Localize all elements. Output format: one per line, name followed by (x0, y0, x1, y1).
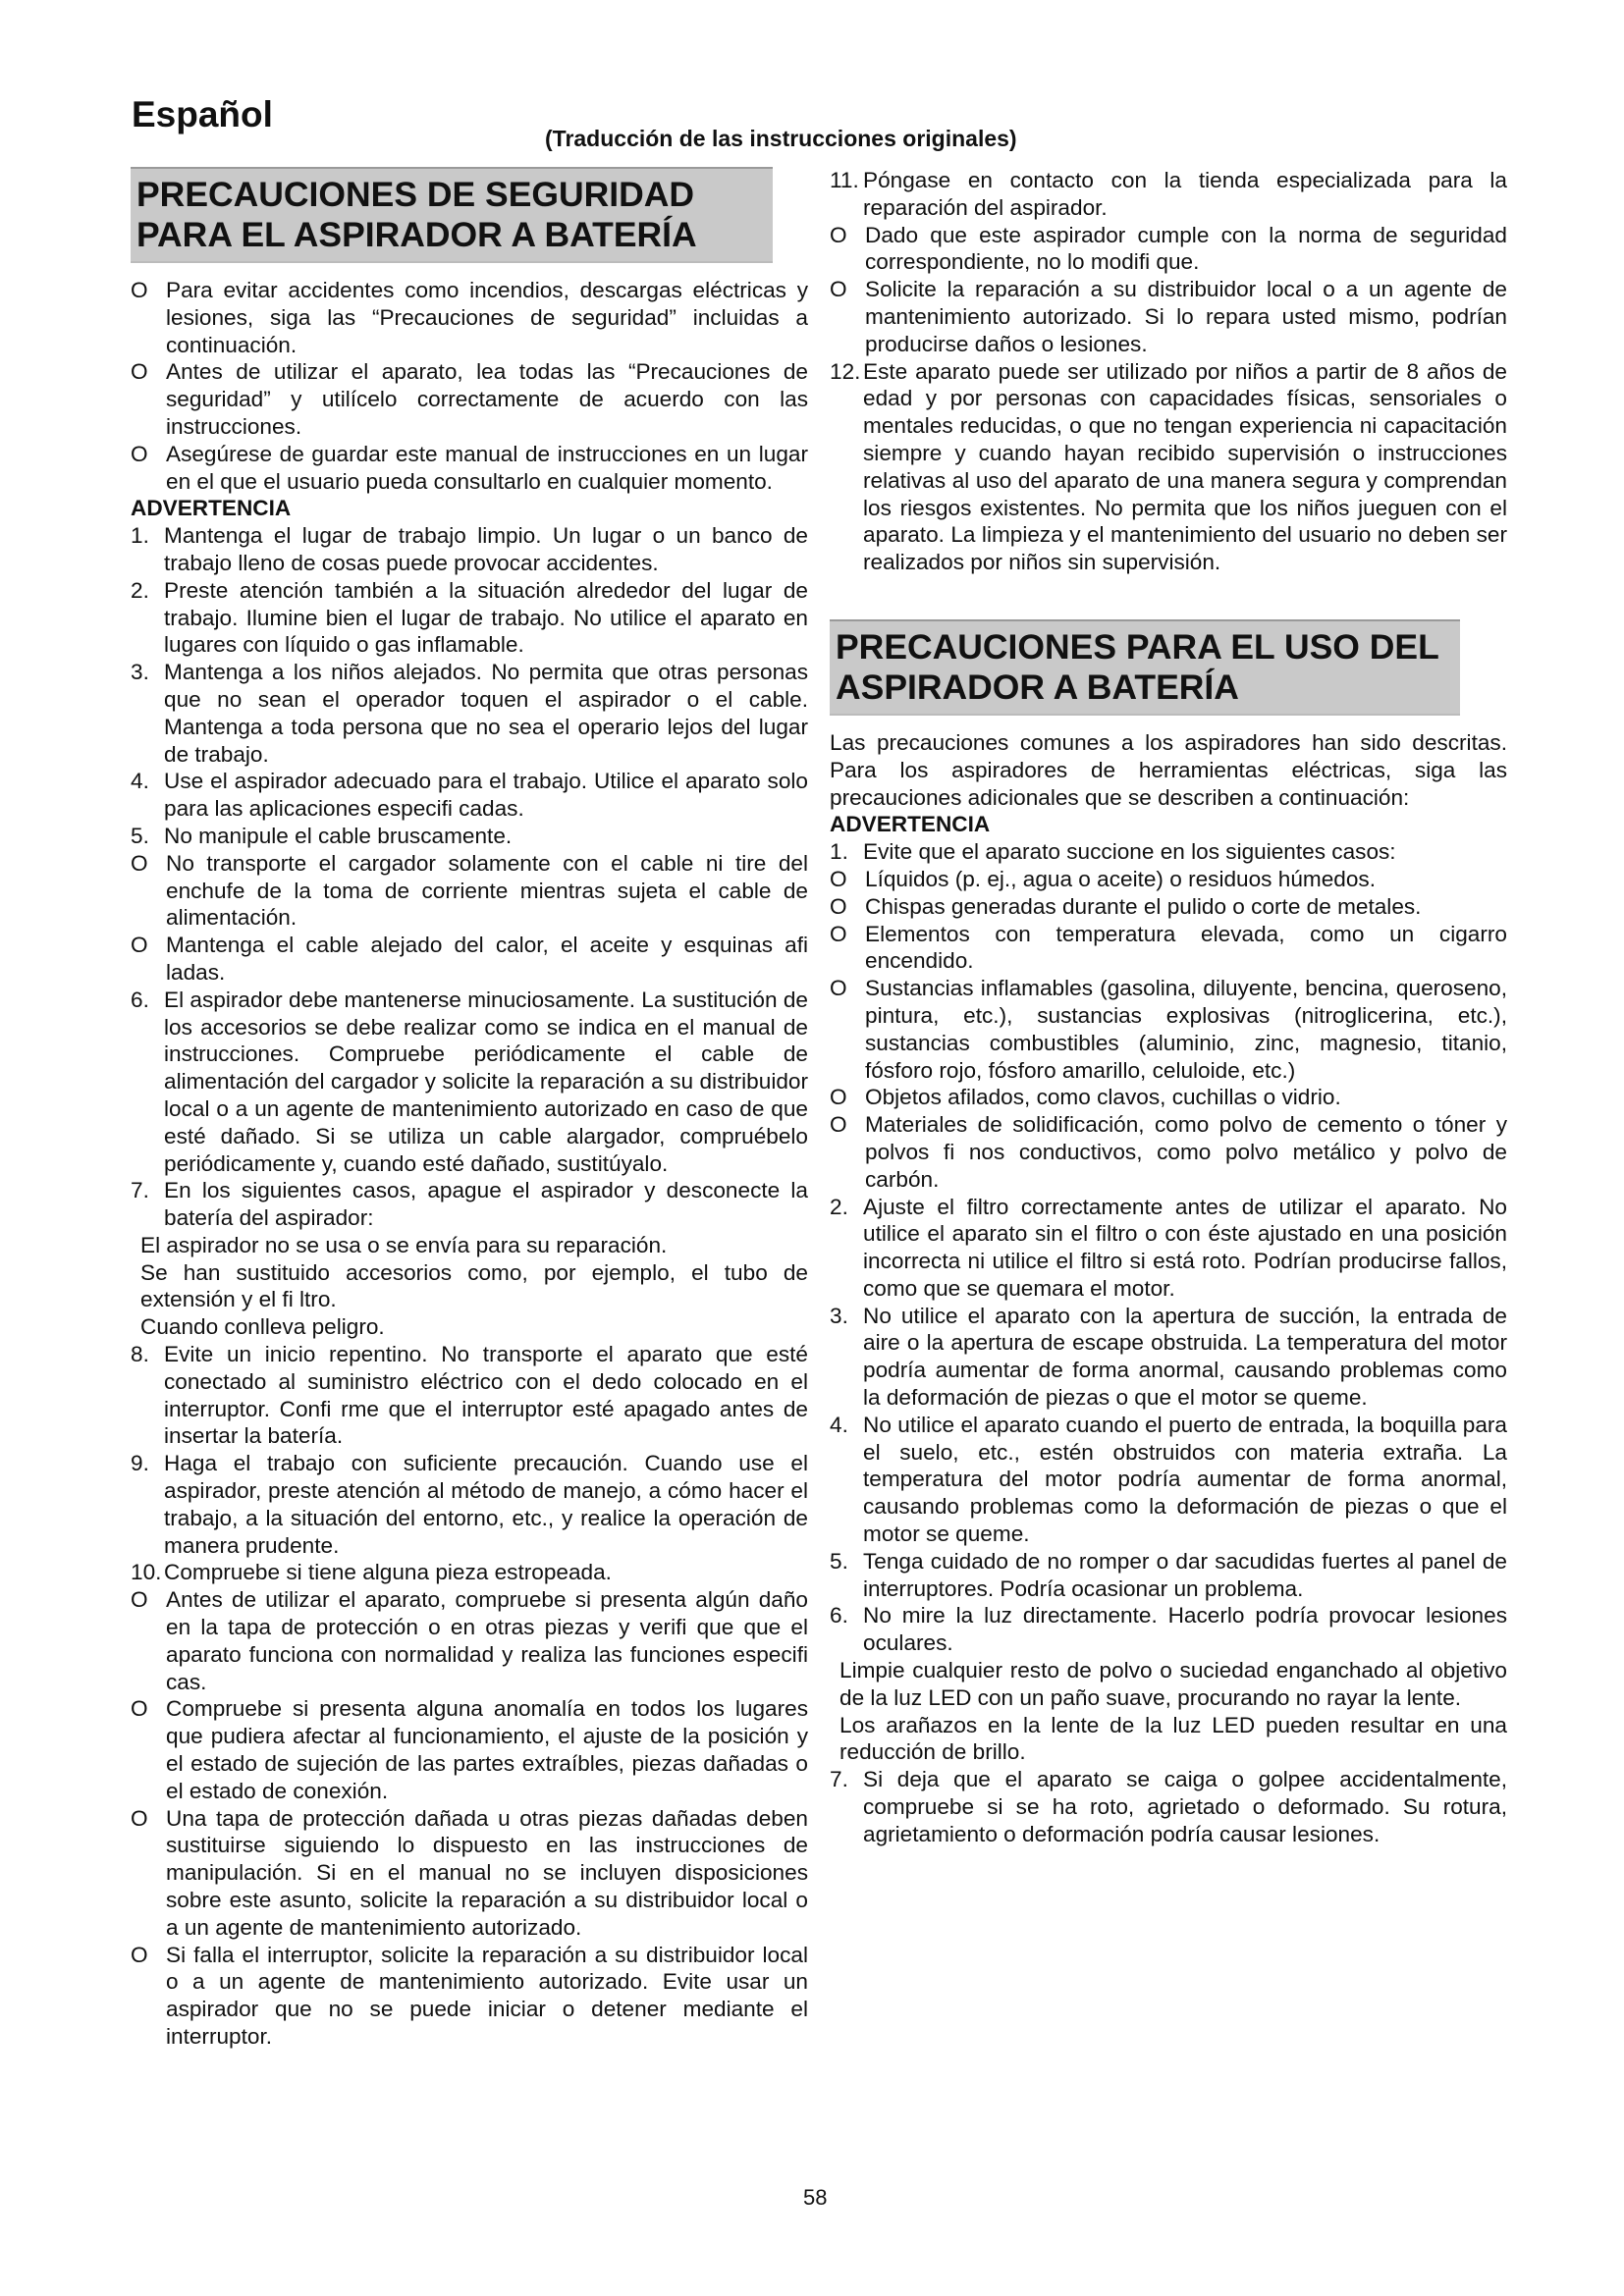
list-marker (131, 1232, 140, 1259)
list-marker: O (131, 1805, 148, 1831)
list-text: Sustancias inflamables (gasolina, diluyente, bencina, queroseno, pintura, etc.), sustancias explosivas (nitroglicerina, etc.), sustancias combustibles (aluminio, zinc, magnesio, titanio, fósforo rojo, fósforo amarillo, celuloide, etc.) (865, 976, 1507, 1083)
list-item (131, 659, 808, 768)
list-item (131, 1450, 808, 1559)
list-text: Si falla el interruptor, solicite la reparación a su distribuidor local o a un agente de mantenimiento autorizado. Evite usar un aspirador que no se puede iniciar o detener mediante el interruptor. (166, 1942, 808, 2049)
list-text: Compruebe si presenta alguna anomalía en todos los lugares que pudiera afectar al funcionamiento, el ajuste de la posición y el estado de sujeción de las partes extraíbles, piezas dañadas o el estado de conexión. (166, 1696, 808, 1803)
list-text: Se han sustituido accesorios como, por ejemplo, el tubo de extensión y el fi ltro. (140, 1259, 808, 1312)
banner-line: PARA EL ASPIRADOR A BATERÍA (136, 215, 697, 254)
list-item (131, 358, 808, 440)
list-text: Materiales de solidificación, como polvo de cemento o tóner y polvos fi nos conductivos, como polvo metálico y polvo de carbón. (865, 1112, 1507, 1192)
intro-list (131, 277, 808, 495)
list-item (830, 921, 1507, 976)
list-text: Asegúrese de guardar este manual de instrucciones en un lugar en el que el usuario pueda consultarlo en cualquier momento. (166, 441, 808, 494)
list-marker (830, 1657, 839, 1712)
list-item (131, 1259, 808, 1314)
list-marker: 12. (830, 358, 861, 384)
list-item (830, 1602, 1507, 1657)
list-marker: O (830, 1112, 847, 1138)
list-item (830, 866, 1507, 893)
list-item (131, 1232, 808, 1259)
list-item (131, 1559, 808, 1586)
warning-heading: ADVERTENCIA (131, 496, 292, 521)
usage-intro: Las precauciones comunes a los aspiradores han sido descritas. Para los aspiradores de herramientas eléctricas, siga las precauciones adicionales que se describen a continuación: (830, 729, 1507, 810)
list-item (131, 1695, 808, 1804)
banner-line: ASPIRADOR A BATERÍA (836, 667, 1239, 707)
list-item (830, 1412, 1507, 1548)
list-text: Dado que este aspirador cumple con la norma de seguridad correspondiente, no lo modifi que. (865, 222, 1507, 275)
list-text: El aspirador no se usa o se envía para su reparación. (140, 1232, 668, 1257)
list-marker: 11. (830, 168, 859, 192)
list-text: Mantenga a los niños alejados. No permita que otras personas que no sean el operador toquen el aspirador o el cable. Mantenga a toda persona que no sea el operario lejos del lugar de trabajo. (164, 660, 808, 767)
warning-heading: ADVERTENCIA (830, 812, 991, 837)
list-marker: 3. (131, 660, 149, 685)
list-text: Compruebe si tiene alguna pieza estropeada. (164, 1560, 612, 1585)
list-item (131, 768, 808, 823)
banner-line: PRECAUCIONES DE SEGURIDAD (136, 175, 695, 214)
left-column (131, 167, 808, 2051)
warning-list (830, 838, 1507, 1847)
list-item (830, 276, 1507, 357)
list-text: Si deja que el aparato se caiga o golpee accidentalmente, compruebe si se ha roto, agrietado o deformado. Su rotura, agrietamiento o deformación podría causar lesiones. (863, 1767, 1507, 1846)
list-marker: 2. (131, 577, 149, 603)
warning-list (131, 522, 808, 2051)
list-item (830, 1657, 1507, 1712)
language-label: Español (132, 94, 273, 134)
list-text: No mire la luz directamente. Hacerlo podría provocar lesiones oculares. (863, 1603, 1507, 1656)
list-marker: 7. (830, 1767, 848, 1792)
list-marker: O (131, 1587, 148, 1613)
list-text: Los arañazos en la lente de la luz LED pueden resultar en una reducción de brillo. (839, 1712, 1507, 1765)
list-item (830, 838, 1507, 866)
list-marker: 2. (830, 1194, 848, 1219)
right-column (830, 167, 1507, 1848)
list-marker: 8. (131, 1342, 149, 1367)
list-item (830, 222, 1507, 277)
list-text: Haga el trabajo con suficiente precaución. Cuando use el aspirador, preste atención al método de manejo, a cómo hacer el trabajo, a la situación del entorno, etc., y realice la operación de manera prudente. (164, 1451, 808, 1558)
list-marker: O (131, 1942, 148, 1967)
list-text: No manipule el cable bruscamente. (164, 823, 513, 848)
list-item (830, 1111, 1507, 1193)
list-text: Evite que el aparato succione en los siguientes casos: (863, 839, 1396, 865)
list-text: Líquidos (p. ej., agua o aceite) o residuos húmedos. (865, 866, 1376, 891)
list-item (131, 1805, 808, 1942)
list-marker: O (830, 976, 847, 1001)
list-item (830, 358, 1507, 576)
list-text: Mantenga el cable alejado del calor, el aceite y esquinas afi ladas. (166, 933, 808, 985)
list-item (131, 850, 808, 932)
list-item (830, 1084, 1507, 1111)
translation-subtitle: (Traducción de las instrucciones originales) (545, 126, 1017, 151)
list-item (131, 1942, 808, 2051)
list-item (131, 932, 808, 987)
list-marker: 1. (131, 523, 149, 549)
list-text: Para evitar accidentes como incendios, descargas eléctricas y lesiones, siga las “Precauciones de seguridad” incluidas a continuación. (166, 278, 808, 357)
list-marker: O (830, 222, 847, 247)
list-marker: 5. (830, 1548, 848, 1574)
list-item (131, 823, 808, 850)
list-text: Solicite la reparación a su distribuidor local o a un agente de mantenimiento autorizado. Si lo repara usted mismo, podrían producirse daños o lesiones. (865, 277, 1507, 356)
list-text: Mantenga el lugar de trabajo limpio. Un lugar o un banco de trabajo lleno de cosas puede provocar accidentes. (164, 523, 808, 575)
list-marker: 4. (131, 769, 149, 794)
list-marker: O (131, 278, 148, 302)
list-item (131, 277, 808, 358)
list-marker: 4. (830, 1412, 848, 1437)
list-text: No transporte el cargador solamente con el cable ni tire del enchufe de la toma de corriente mientras sujeta el cable de alimentación. (166, 850, 808, 931)
list-item (131, 1341, 808, 1450)
list-text: Ajuste el filtro correctamente antes de utilizar el aparato. No utilice el aparato sin el filtro o con éste ajustado en una posición incorrecta ni utilice el filtro si está roto. Podrían producirse fallos, como que se quemara el motor. (863, 1194, 1507, 1301)
list-item (131, 1586, 808, 1695)
list-marker: 10. (131, 1560, 162, 1585)
list-item (131, 1313, 808, 1341)
banner-line: PRECAUCIONES PARA EL USO DEL (836, 626, 1439, 667)
list-marker: O (131, 850, 148, 876)
usage-banner (830, 619, 1460, 716)
list-item (830, 893, 1507, 921)
list-text: Use el aspirador adecuado para el trabajo. Utilice el aparato solo para las aplicaciones especifi cadas. (164, 769, 808, 822)
list-text: No utilice el aparato cuando el puerto de entrada, la boquilla para el suelo, etc., estén obstruidos con materia extraña. La temperatura del motor podría aumentar de forma anormal, causando problemas como la deformación de piezas o que el motor se queme. (863, 1412, 1507, 1547)
list-text: Este aparato puede ser utilizado por niños a partir de 8 años de edad y por personas con capacidades físicas, sensoriales o mentales reducidas, o que no tengan experiencia ni capacitación siempre y cuando hayan recibido supervisión o instrucciones relativas al uso del aparato de una manera segura y comprendan los riesgos existentes. No permita que los niños jueguen con el aparato. La limpieza y el mantenimiento del usuario no deben ser realizados por niños sin supervisión. (863, 358, 1507, 575)
list-marker: 6. (131, 987, 149, 1012)
list-text: Objetos afilados, como clavos, cuchillas o vidrio. (865, 1085, 1341, 1110)
list-item (830, 1194, 1507, 1303)
list-text: Limpie cualquier resto de polvo o suciedad enganchado al objetivo de la luz LED con un paño suave, procurando no rayar la lente. (839, 1658, 1507, 1710)
list-item (830, 975, 1507, 1084)
list-text: Póngase en contacto con la tienda especializada para la reparación del aspirador. (863, 168, 1507, 220)
page-number: 58 (803, 2185, 828, 2210)
list-text: Antes de utilizar el aparato, compruebe si presenta algún daño en la tapa de protección o en otras piezas y verifi que que el aparato funciona con normalidad y realiza las funciones especifi cas. (166, 1587, 808, 1694)
list-marker: 9. (131, 1451, 149, 1476)
list-marker: O (131, 1696, 148, 1722)
safety-banner (131, 167, 773, 263)
list-marker: O (131, 359, 148, 385)
list-marker: 5. (131, 823, 149, 848)
list-marker: O (830, 1085, 847, 1110)
list-text: En los siguientes casos, apague el aspirador y desconecte la batería del aspirador: (164, 1178, 808, 1231)
list-marker: O (830, 277, 847, 302)
list-item (131, 987, 808, 1178)
list-text: Una tapa de protección dañada u otras piezas dañadas deben sustituirse siguiendo lo dispuesto en las instrucciones de manipulación. Si en el manual no se incluyen disposiciones sobre este asunto, solicite la reparación a su distribuidor local o a un agente de mantenimiento autorizado. (166, 1805, 808, 1940)
list-text: Cuando conlleva peligro. (140, 1314, 385, 1340)
list-marker (131, 1313, 140, 1341)
list-item (830, 1303, 1507, 1412)
list-marker: O (131, 933, 148, 958)
list-marker: O (830, 921, 847, 946)
list-marker: 7. (131, 1178, 149, 1203)
list-marker: 1. (830, 839, 848, 865)
list-item (830, 1712, 1507, 1767)
list-item (131, 1177, 808, 1232)
list-marker (830, 1712, 839, 1767)
list-text: El aspirador debe mantenerse minuciosamente. La sustitución de los accesorios se debe realizar como se indica en el manual de instrucciones. Compruebe periódicamente el cable de alimentación del cargador y solicite la reparación a su distribuidor local o a un agente de mantenimiento autorizado en caso de que esté dañado. Si se utiliza un cable alargador, compruébelo periódicamente y, cuando esté dañado, sustitúyalo. (164, 987, 808, 1176)
list-item (830, 167, 1507, 222)
list-marker: O (830, 893, 847, 919)
list-text: Preste atención también a la situación alrededor del lugar de trabajo. Ilumine bien el lugar de trabajo. No utilice el aparato en lugares con líquido o gas inflamable. (164, 577, 808, 658)
list-text: No utilice el aparato con la apertura de succión, la entrada de aire o la apertura de escape obstruida. La temperatura del motor podría aumentar de forma anormal, causando problemas como la deformación de piezas o que el motor se queme. (863, 1303, 1507, 1411)
list-item (830, 1766, 1507, 1847)
list-text: Tenga cuidado de no romper o dar sacudidas fuertes al panel de interruptores. Podría ocasionar un problema. (863, 1548, 1507, 1601)
list-marker: 6. (830, 1603, 848, 1629)
list-marker: O (830, 866, 847, 891)
list-text: Chispas generadas durante el pulido o corte de metales. (865, 893, 1422, 919)
list-item (131, 441, 808, 496)
list-item (131, 522, 808, 577)
list-marker (131, 1259, 140, 1314)
list-marker: O (131, 441, 148, 466)
continued-list (830, 167, 1507, 576)
list-text: Elementos con temperatura elevada, como un cigarro encendido. (865, 921, 1507, 974)
list-marker: 3. (830, 1303, 848, 1328)
list-text: Evite un inicio repentino. No transporte el aparato que esté conectado al suministro eléctrico con el dedo colocado en el interruptor. Confi rme que el interruptor esté apagado antes de insertar la batería. (164, 1342, 808, 1449)
list-item (131, 577, 808, 659)
list-item (830, 1548, 1507, 1603)
list-text: Antes de utilizar el aparato, lea todas las “Precauciones de seguridad” y utilícelo correctamente de acuerdo con las instrucciones. (166, 359, 808, 439)
